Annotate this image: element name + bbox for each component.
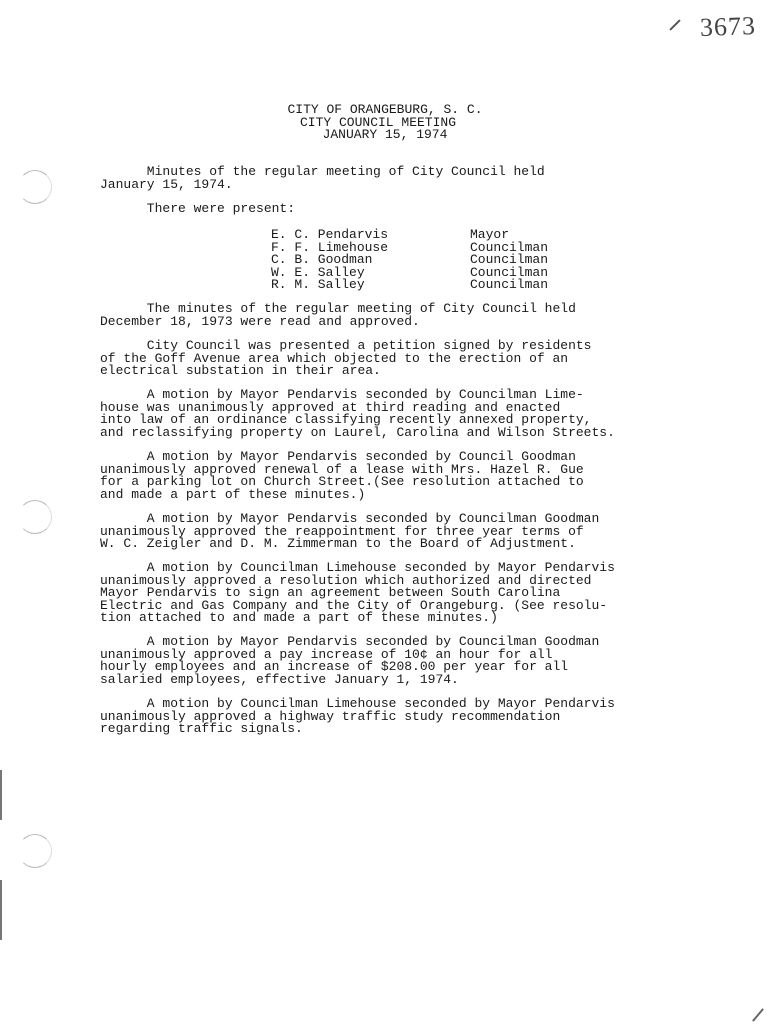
document-header [0, 104, 770, 142]
pay-increase-motion-paragraph: A motion by Mayor Pendarvis seconded by Councilman Goodman unanimously approved a pay increase of 10¢ an hour for all hourly employees and an increase of $208.00 per year for all salaried employees, effective January 1, 1974. [100, 634, 600, 687]
ordinance-motion-paragraph: A motion by Mayor Pendarvis seconded by Councilman Lime- house was unanimously approved at third reading and enacted into law of an ordinance classifying recently annexed property, and reclassifying property on Laurel, Carolina and Wilson Streets. [100, 387, 615, 440]
traffic-study-motion-paragraph: A motion by Councilman Limehouse seconded by Mayor Pendarvis unanimously approved a highway traffic study recommendation regarding traffic signals. [100, 696, 615, 736]
petition-paragraph: City Council was presented a petition signed by residents of the Goff Avenue area which objected to the erection of an electrical substation in their area. [100, 338, 592, 378]
attendee-title: Councilman [470, 264, 549, 280]
punch-hole-bottom [18, 834, 52, 868]
agreement-motion-paragraph: A motion by Councilman Limehouse seconded by Mayor Pendarvis unanimously approved a resolution which authorized and directed Mayor Pendarvis to sign an agreement between South Carolina Electric and Gas Company and the City of Orangeburg. (See resolu- tion attached to and made a part of these minutes.) [100, 560, 615, 625]
scan-corner-mark [752, 1008, 764, 1022]
present-label: There were present: [100, 201, 296, 216]
header-date: JANUARY 15, 1974 [322, 127, 448, 142]
reappointment-motion-paragraph: A motion by Mayor Pendarvis seconded by Councilman Goodman unanimously approved the reappointment for three year terms of W. C. Zeigler and D. M. Zimmerman to the Board of Adjustment. [100, 511, 600, 551]
check-mark [669, 19, 680, 30]
attendee-name: W. E. Salley [271, 264, 365, 280]
attendee-name: R. M. Salley [271, 277, 365, 292]
punch-hole-middle [18, 500, 52, 534]
scan-edge-mark [0, 880, 2, 940]
punch-hole-top [18, 170, 52, 204]
header-city: CITY OF ORANGEBURG, S. C. [287, 102, 483, 117]
minutes-approval-paragraph: The minutes of the regular meeting of City Council held December 18, 1973 were read and approved. [100, 301, 576, 329]
attendee-row [271, 279, 548, 292]
attendee-title: Councilman [470, 277, 549, 292]
intro-paragraph: Minutes of the regular meeting of City Council held January 15, 1974. [100, 164, 545, 192]
attendee-title: Councilman [470, 239, 549, 255]
scan-edge-mark [0, 770, 2, 820]
lease-motion-paragraph: A motion by Mayor Pendarvis seconded by Council Goodman unanimously approved renewal of a lease with Mrs. Hazel R. Gue for a parking lot on Church Street.(See resolution attached to and made a part of these minutes.) [100, 449, 584, 502]
header-meeting: CITY COUNCIL MEETING [299, 114, 457, 130]
attendee-name: C. B. Goodman [271, 252, 373, 267]
attendee-title: Councilman [470, 252, 549, 267]
attendee-name: E. C. Pendarvis [271, 227, 389, 242]
document-number-stamp: 3673 [699, 11, 757, 42]
attendee-name: F. F. Limehouse [271, 239, 389, 255]
attendee-list [271, 229, 548, 292]
attendee-title: Mayor [470, 227, 510, 242]
